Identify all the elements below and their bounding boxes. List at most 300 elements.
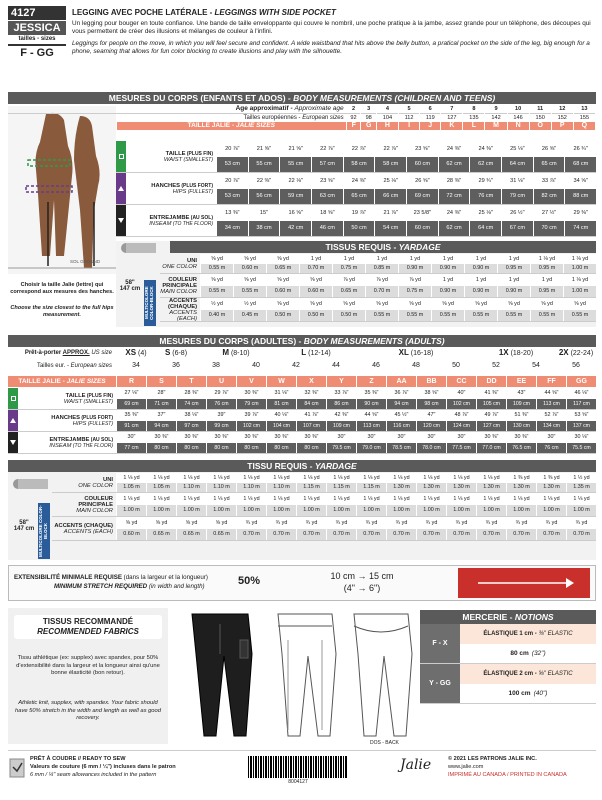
adult-hip-cm: 102 cm	[237, 421, 266, 432]
stretch-label-en: MINIMUM STRETCH REQUIRED (in width and length)	[54, 583, 205, 590]
rtw-size-letter: XL	[398, 348, 409, 357]
adult-inseam-en: INSEAM	[49, 442, 72, 449]
adult-hip-in: 39"	[217, 412, 226, 419]
adult-waist-cm: 98 cm	[417, 399, 446, 410]
fabric_kids-uni-cell	[233, 254, 266, 273]
fabric_kids-uni-cell	[497, 254, 530, 273]
adult-inseam-in: 30 ⅛"	[574, 434, 589, 441]
kids-hip-cell	[533, 173, 565, 204]
notions-length-cm: 80 cm	[510, 649, 529, 657]
fabric_adults-main-yd: 1 ⅛ yd	[327, 493, 356, 505]
adult-waist-in: 28"	[157, 390, 166, 397]
fabric_kids-main-cell	[332, 274, 365, 297]
fabric_kids-acc-cell	[233, 298, 266, 321]
kids-waist-fr2: (PLUS FIN)	[185, 150, 213, 157]
fabric_kids-main-m: 0.55 m	[201, 286, 233, 298]
figure-caption-en: Choose the size closest to the full hips measurement.	[10, 305, 114, 318]
kids-inseam-marker	[116, 205, 126, 236]
fabric_adults-uni-yd: 1 ⅛ yd	[357, 473, 386, 483]
fabric_adults-uni-cell	[566, 473, 596, 492]
rtw-size-letter: S	[164, 348, 171, 357]
adult-hip-cm: 134 cm	[537, 421, 566, 432]
fabric_kids-acc-m: 0.45 m	[234, 310, 266, 322]
adult-inseam-fr: ENTREJAMBE	[49, 436, 90, 443]
age-label: Âge approximatif - Approximate age	[235, 105, 344, 113]
age-cell: 11	[529, 105, 551, 113]
eu-cell: 155	[573, 113, 595, 121]
size-letter: I	[398, 122, 419, 130]
adult-hip-in: 53 ⅝"	[574, 412, 589, 419]
adult-inseam-in: 30 ⅜"	[514, 434, 529, 441]
kids-waist-in: 21 ⅝"	[288, 145, 303, 152]
kids-waist-cell	[311, 141, 343, 172]
kids-waist-cm: 58 cm	[375, 157, 406, 173]
adult-inseam-in: 30 ⅜"	[214, 434, 229, 441]
fabric_adults-main-cell	[386, 493, 416, 516]
kids-waist-cm: 58 cm	[344, 157, 375, 173]
size-letter: H	[376, 122, 398, 130]
pattern-number: 4127	[8, 6, 66, 20]
adult-hip-in: 38 ⅛"	[184, 412, 199, 419]
fabric_adults-main-m: 1.00 m	[177, 505, 206, 517]
adult-inseam-marker	[8, 432, 18, 453]
rtw-size	[196, 348, 276, 360]
fabric_adults-uni-m: 1.30 m	[537, 483, 566, 493]
fabric_kids-acc-values	[200, 298, 596, 321]
kids-waist-cell	[279, 141, 311, 172]
adult-eu-cell: 44	[332, 362, 340, 369]
legging-front-outline	[270, 610, 340, 738]
adult-eu-cell: 38	[212, 362, 220, 369]
fabric_adults-acc-cell	[116, 517, 146, 540]
fabric_adults-uni-m: 1.10 m	[237, 483, 266, 493]
adult-inseam-cm: 80 cm	[297, 443, 326, 454]
kids-inseam-en: INSEAM	[149, 220, 172, 227]
fabric_kids-acc-cell	[497, 298, 530, 321]
fabric_adults-acc-yd: ¾ yd	[267, 517, 296, 529]
fabric_kids-main-yd: ⅞ yd	[333, 274, 365, 286]
adult-waist-values	[116, 388, 596, 409]
kids-waist-in: 23 ⅝"	[415, 145, 430, 152]
kids-waist-in: 26 ⅝"	[541, 145, 557, 152]
adult-waist-cell	[536, 388, 566, 409]
fabric_kids-main-cell	[266, 274, 299, 297]
inseam-icon	[10, 440, 16, 445]
fabric_adults-acc-yd: ¾ yd	[327, 517, 356, 529]
fabric_kids-main-cell	[398, 274, 431, 297]
kids-hip-cm: 76 cm	[470, 189, 501, 205]
seam-allowance-en: 6 mm / ¼" seam allowances included in the pattern	[30, 772, 157, 778]
adult-inseam-cm: 78.0 cm	[417, 443, 446, 454]
kids-inseam-in: 26 ½"	[510, 209, 525, 216]
kids-hip-in: 24 ⅜"	[351, 177, 367, 184]
adult-inseam-cm: 80 cm	[207, 443, 236, 454]
adult-waist-cm: 71 cm	[147, 399, 176, 410]
fabric_kids-uni-yd: 1 yd	[366, 254, 398, 264]
kids-inseam-fr: ENTREJAMBE	[149, 214, 190, 221]
fabric_adults-main-fr: COULEUR PRINCIPALE	[78, 495, 113, 508]
stretch-arrow-icon	[458, 568, 590, 598]
figure-illustration	[8, 106, 116, 274]
fabric_adults-acc-cell	[356, 517, 386, 540]
fabric_kids-main-yd: ⅝ yd	[267, 274, 299, 286]
adult-hip-in: 37"	[157, 412, 166, 419]
fabric_adults-uni-yd: 1 ⅜ yd	[507, 473, 536, 483]
fabric_kids-acc-yd: ⅝ yd	[465, 298, 497, 310]
fabric_kids-acc-m: 0.55 m	[564, 310, 596, 322]
kids-waist-en2: (SMALLEST)	[182, 156, 213, 163]
adult-hip-marker	[8, 410, 18, 431]
adult-waist-cm: 102 cm	[447, 399, 476, 410]
kids-waist-cm: 64 cm	[502, 157, 533, 173]
fabric_kids-main-values	[200, 274, 596, 297]
adult-waist-in: 38 ⅝"	[424, 390, 439, 397]
fabric_kids-uni-m: 0.75 m	[333, 264, 365, 274]
adult-inseam-in: 30"	[547, 434, 556, 441]
fabric_adults-uni-m: 1.10 m	[267, 483, 296, 493]
kids-hip-cell	[406, 173, 438, 204]
notions-item	[460, 664, 596, 703]
adult-waist-in: 33 ⅞"	[334, 390, 349, 397]
kids-inseam-label	[126, 205, 216, 236]
adult-waist-cm: 79 cm	[237, 399, 266, 410]
age-cell: 12	[551, 105, 573, 113]
adult-inseam-cell	[326, 432, 356, 453]
kids-inseam-in: 27 ½"	[541, 209, 557, 216]
kids-inseam-label-en	[126, 221, 213, 227]
adult-eu-cell: 52	[492, 362, 500, 369]
size-letter: L	[463, 122, 485, 130]
fabric_adults-acc-m: 0.60 m	[117, 529, 146, 541]
adult-hip-cell	[146, 410, 176, 431]
hip-icon	[10, 418, 16, 423]
kids-inseam-cell	[279, 205, 311, 236]
fabric_kids-main-m: 0.90 m	[432, 286, 464, 298]
kids-hip-cell	[343, 173, 375, 204]
adult-inseam-cm: 79.0 cm	[357, 443, 386, 454]
kids-waist-cm: 62 cm	[470, 157, 501, 173]
kids-hip-in: 22 ⅛"	[288, 177, 303, 184]
fabric_adults-acc-m: 0.65 m	[207, 529, 236, 541]
kids-waist-label	[126, 141, 216, 172]
adult-inseam-cm: 77.5 cm	[447, 443, 476, 454]
adult-hip-cell	[356, 410, 386, 431]
adult-hip-in: 52 ⅞"	[544, 412, 559, 419]
rtw-size-letter: 1X	[498, 348, 509, 357]
adult-waist-cm: 86 cm	[327, 399, 356, 410]
adult-hip-cm: 113 cm	[357, 421, 386, 432]
fabrics-text-fr: Tissu athlétique (ex: supplex) avec spandex, pour 50% d'extensibilité dans la largeur et la longueur ainsi qu'une bonne élasticité (bon retour).	[16, 655, 160, 676]
fabric_kids-acc-cell	[530, 298, 563, 321]
fabric_kids-acc-cell	[266, 298, 299, 321]
fabric_adults-main-m: 1.00 m	[507, 505, 536, 517]
fabric_adults-acc-cell	[416, 517, 446, 540]
kids-hip-in: 31 ⅛"	[510, 177, 525, 184]
kids-inseam-cm: 34 cm	[217, 221, 248, 237]
eu-cell: 127	[441, 113, 463, 121]
fabric_adults-main-yd: 1 ⅛ yd	[507, 493, 536, 505]
fabric_kids-acc-yd: ⅝ yd	[531, 298, 563, 310]
adult-hip-in: 49 ⅞"	[484, 412, 499, 419]
fabric_kids-main-m: 0.60 m	[300, 286, 332, 298]
fabric_adults-uni-yd: 1 ⅛ yd	[417, 473, 446, 483]
fabric_adults-uni-yd: 1 ⅛ yd	[477, 473, 506, 483]
fabric_adults-uni-yd: 1 ⅛ yd	[267, 473, 296, 483]
adult-inseam-in: 30 ⅜"	[244, 434, 259, 441]
fabric_kids-uni-cell	[563, 254, 596, 273]
adult-waist-cell	[116, 388, 146, 409]
adult-inseam-en2: (TO THE FLOOR)	[71, 442, 113, 449]
kids-waist-in: 24 ⅜"	[478, 145, 493, 152]
fabric_adults-acc-m: 0.70 m	[357, 529, 386, 541]
notions-title: MERCERIE - NOTIONS	[420, 610, 596, 624]
fabric_adults-uni-yd: 1 ⅛ yd	[237, 473, 266, 483]
adult-inseam-in: 30"	[337, 434, 346, 441]
kids-hip-cell	[564, 173, 596, 204]
adult-waist-in: 36 ⅞"	[394, 390, 409, 397]
fabric_adults-uni-m: 1.05 m	[147, 483, 176, 493]
fabric-width: 58" 147 cm	[119, 280, 141, 292]
fabric_adults-main-yd: 1 ⅛ yd	[147, 493, 176, 505]
adult-waist-en2: (SMALLEST)	[82, 398, 113, 405]
fabric_kids-main-yd: 1 yd	[465, 274, 497, 286]
fabric_kids-uni-cell	[431, 254, 464, 273]
fabric_kids-acc-m: 0.55 m	[366, 310, 398, 322]
fabric_kids-acc-m: 0.40 m	[201, 310, 233, 322]
fabric_adults-uni-cell	[266, 473, 296, 492]
stretch-in: (4" → 6")	[343, 583, 381, 593]
fabric_adults-acc-m: 0.70 m	[507, 529, 536, 541]
adult-hip-cm: 99 cm	[207, 421, 236, 432]
kids-inseam-in: 29 ⅜"	[573, 209, 588, 216]
adult-hip-fr: HANCHES	[51, 414, 80, 421]
adult-waist-in: 27 ⅛"	[124, 390, 139, 397]
kids-inseam-row	[116, 205, 596, 237]
fabric_adults-main-m: 1.00 m	[357, 505, 386, 517]
description-fr: Un legging pour bouger en toute confiance. Une bande de taille enveloppante qui couvre le nombril, une poche pratique à la jambe, assez grande pour un téléphone, des découpes qui vous permettent de créer des illusions et mélanges de couleur à l'infini.	[72, 20, 591, 35]
kids-inseam-cm: 46 cm	[312, 221, 343, 237]
kids-hip-cell	[469, 173, 501, 204]
legging-front-illustration	[180, 610, 260, 738]
description-en: Leggings for people on the move, in which you will feel secure and confident. A wide waistband that hits above the belly button, a pratical pocket on the side of the leg, big enough for a phone, seaming that allows for fun color blocking to create illusions and play with the silhouette.	[72, 40, 590, 55]
kids-inseam-in: 21 ⅞"	[383, 209, 398, 216]
adult-size-letter: V	[236, 376, 266, 387]
kids-waist-in: 21 ⅝"	[256, 145, 272, 152]
fabric_kids-main-cell	[431, 274, 464, 297]
fabric_kids-main-yd: ⅝ yd	[234, 274, 266, 286]
fabric_kids-acc-m: 0.55 m	[465, 310, 497, 322]
kids-waist-cm: 53 cm	[217, 157, 248, 173]
rtw-size	[116, 348, 156, 360]
fabric_adults-uni-cell	[206, 473, 236, 492]
kids-hip-in: 20 ⅞"	[225, 177, 240, 184]
adult-hip-in: 35 ⅜"	[124, 412, 139, 419]
adult-waist-cm: 105 cm	[477, 399, 506, 410]
adult-hip-cm: 127 cm	[477, 421, 506, 432]
fabric_kids-uni-m: 0.90 m	[465, 264, 497, 274]
adult-waist-cm: 113 cm	[537, 399, 566, 410]
fabric_kids-uni-label	[160, 254, 200, 273]
kids-inseam-cell	[216, 205, 248, 236]
rtw-size-us: (18-20)	[508, 350, 534, 357]
fabric_adults-acc-cell	[266, 517, 296, 540]
kids-hip-cell	[216, 173, 248, 204]
fabric_kids-uni-yd: 1 yd	[432, 254, 464, 264]
adult-eu-cell: 34	[132, 362, 140, 369]
fabric_adults-acc-m: 0.70 m	[417, 529, 446, 541]
kids-waist-values	[216, 141, 596, 172]
fabric_adults-uni-m: 1.30 m	[417, 483, 446, 493]
kids-hip-in: 29 ¾"	[478, 177, 493, 184]
fabric_adults-uni-cell	[146, 473, 176, 492]
kids-inseam-cm: 60 cm	[407, 221, 438, 237]
fabric_kids-uni-m: 1.00 m	[564, 264, 596, 274]
fabric_kids-main-yd: 1 yd	[531, 274, 563, 286]
fabric_kids-main-m: 0.90 m	[465, 286, 497, 298]
fabric_adults-acc-yd: ¾ yd	[357, 517, 386, 529]
fabric_adults-uni-cell	[236, 473, 266, 492]
kids-hip-en: HIPS	[172, 188, 187, 195]
fabric_kids-acc-en: ACCENTS (EACH)	[169, 309, 197, 322]
fabric_adults-uni-m: 1.35 m	[567, 483, 596, 493]
adult-hip-cm: 120 cm	[417, 421, 446, 432]
rtw-sizes-row	[116, 348, 596, 360]
notions-length-cm: 100 cm	[508, 689, 531, 697]
fabric_kids-acc-yd: ⅝ yd	[333, 298, 365, 310]
fabric_kids-uni-fr: UNI	[187, 257, 197, 264]
fabric_kids-main-fr: COULEUR PRINCIPALE	[162, 276, 197, 289]
notions-length	[460, 684, 596, 704]
rtw-label: Prêt-à-porter APPROX. US size	[24, 350, 112, 356]
kids-inseam-cell	[438, 205, 470, 236]
fabric_adults-main-yd: 1 ⅛ yd	[267, 493, 296, 505]
notions-elastic-fr: ÉLASTIQUE 2 cm -	[483, 670, 537, 677]
adult-hip-fr2: (PLUS FORT)	[79, 414, 113, 421]
adult-waist-in: 43"	[517, 390, 526, 397]
adult-hip-in: 48 ⅞"	[454, 412, 469, 419]
adult-waist-marker	[8, 388, 18, 409]
adult-inseam-cm: 80 cm	[177, 443, 206, 454]
fabric_adults-uni-yd: 1 ⅛ yd	[447, 473, 476, 483]
fabric_adults-uni-fr: UNI	[103, 476, 113, 483]
kids-inseam-in: 15"	[259, 209, 269, 216]
waist-icon	[119, 154, 124, 159]
fabric_adults-acc-cell	[326, 517, 356, 540]
fabric_adults-main-yd: 1 ⅛ yd	[177, 493, 206, 505]
adult-inseam-cell	[566, 432, 596, 453]
adult-waist-cm: 74 cm	[177, 399, 206, 410]
adult-waist-cell	[146, 388, 176, 409]
fabric_adults-acc-values	[116, 517, 596, 540]
kids-inseam-cm: 50 cm	[344, 221, 375, 237]
footer-divider	[8, 750, 596, 751]
kids-inseam-in: 24 ⅜"	[446, 209, 462, 216]
fabric_kids-uni-m: 0.60 m	[234, 264, 266, 274]
printed-in: IMPRIMÉ AU CANADA / PRINTED IN CANADA	[448, 772, 567, 778]
fabric_adults-uni-yd: 1 ⅛ yd	[387, 473, 416, 483]
adult-waist-cell	[296, 388, 326, 409]
adult-jalie-label: TAILLE JALIE - JALIE SIZES	[8, 376, 116, 387]
kids-hip-cell	[374, 173, 406, 204]
adult-hip-cm: 137 cm	[567, 421, 596, 432]
fabric_adults-acc-yd: ¾ yd	[297, 517, 326, 529]
fabric_adults-acc-m: 0.70 m	[567, 529, 596, 541]
adult-inseam-cm: 80 cm	[267, 443, 296, 454]
kids-yardage-title: TISSUS REQUIS - YARDAGE	[170, 241, 596, 253]
adult-inseam-cell	[206, 432, 236, 453]
fabric_kids-main-m: 0.65 m	[333, 286, 365, 298]
kids-inseam-in: 13 ⅜"	[225, 209, 240, 216]
fabric_adults-acc-cell	[176, 517, 206, 540]
fabric_kids-acc-cell	[398, 298, 431, 321]
kids-hip-label-en	[126, 189, 213, 195]
fabric_kids-acc-yd: ⅝ yd	[300, 298, 332, 310]
fabric_kids-uni-cell	[530, 254, 563, 273]
adult-size-letter: S	[146, 376, 176, 387]
fabric_kids-acc-m: 0.55 m	[432, 310, 464, 322]
adult-size-letter: CC	[446, 376, 476, 387]
fabric_kids-uni-yd: 1 yd	[333, 254, 365, 264]
adult-inseam-in: 30 ⅜"	[184, 434, 199, 441]
website: www.jalie.com	[448, 764, 484, 770]
fabric_adults-acc-m: 0.65 m	[147, 529, 176, 541]
fabric_kids-acc-yd: ½ yd	[201, 298, 233, 310]
size-letter: K	[441, 122, 463, 130]
adult-hip-cell	[536, 410, 566, 431]
kids-hip-in: 33 ⅞"	[541, 177, 557, 184]
rtw-size-us: (4)	[136, 350, 147, 357]
fabric_kids-uni-cell	[200, 254, 233, 273]
floor-label: SOL GROUND	[70, 259, 101, 264]
fabric_adults-acc-m: 0.70 m	[237, 529, 266, 541]
fabric_kids-acc-m: 0.55 m	[399, 310, 431, 322]
kids-inseam-in: 25 ⅛"	[478, 209, 493, 216]
fabric_kids-acc-m: 0.55 m	[531, 310, 563, 322]
fabric_kids-main-m: 1.00 m	[564, 286, 596, 298]
fabric_adults-acc-yd: ⅝ yd	[117, 517, 146, 529]
kids-hip-in: 25 ⅛"	[383, 177, 398, 184]
fabric_adults-acc-yd: ¾ yd	[537, 517, 566, 529]
fabric_adults-acc-yd: ¾ yd	[447, 517, 476, 529]
notions-length-in: (40")	[533, 689, 548, 697]
fabric_adults-acc-cell	[536, 517, 566, 540]
fabric_adults-main-cell	[236, 493, 266, 516]
fabric_kids-main-yd: 1 yd	[432, 274, 464, 286]
fabric_adults-main-cell	[566, 493, 596, 516]
rtw-size	[476, 348, 556, 360]
eu-cell: 152	[551, 113, 573, 121]
fabric_adults-main-m: 1.00 m	[327, 505, 356, 517]
fabrics-title: TISSUS RECOMMANDÉ RECOMMENDED FABRICS	[14, 615, 162, 639]
kids-waist-marker	[116, 141, 126, 172]
fabric_adults-main-yd: 1 ⅛ yd	[117, 493, 146, 505]
rtw-size	[356, 348, 476, 360]
adult-hip-cm: 91 cm	[117, 421, 146, 432]
fabric_adults-main-cell	[416, 493, 446, 516]
size-letter: F	[347, 122, 361, 130]
adult-waist-cell	[446, 388, 476, 409]
adult-inseam-cm: 76.5 cm	[507, 443, 536, 454]
age-cell: 3	[361, 105, 376, 113]
adult-waist-cm: 76 cm	[207, 399, 236, 410]
adult-hip-cm: 109 cm	[327, 421, 356, 432]
kids-hip-cell	[501, 173, 533, 204]
adult-eu-cell: 56	[572, 362, 580, 369]
adult-eu-cell: 40	[252, 362, 260, 369]
fabric_adults-main-yd: 1 ⅛ yd	[357, 493, 386, 505]
fabric_adults-main-cell	[536, 493, 566, 516]
fabric_kids-main-cell	[563, 274, 596, 297]
